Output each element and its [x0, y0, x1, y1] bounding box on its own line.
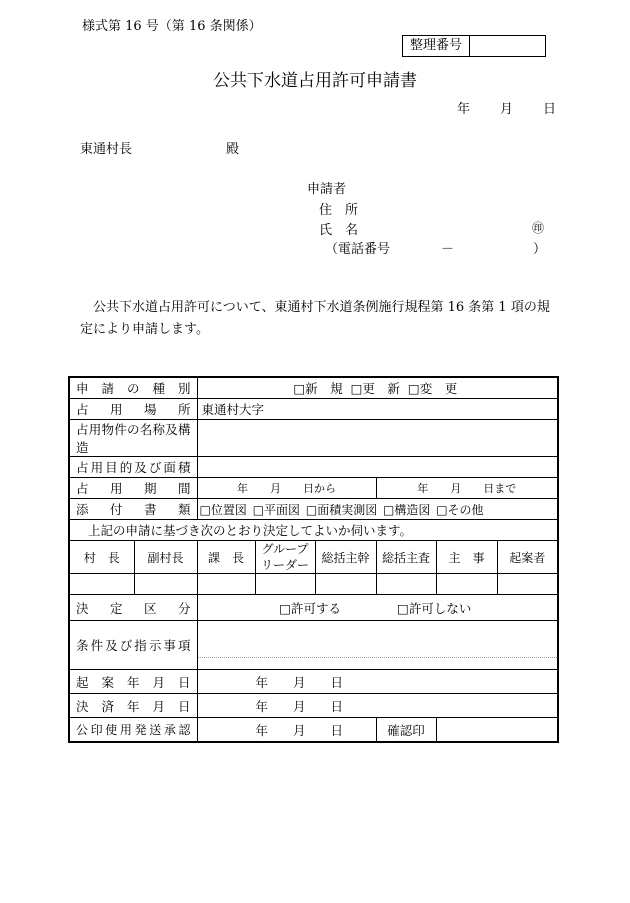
form-number: 様式第 16 号（第 16 条関係） — [82, 19, 262, 34]
conditions-label: 条件及び指示事項 — [69, 621, 197, 670]
reference-number-field[interactable] — [470, 36, 545, 56]
date-year-label: 年 — [457, 102, 471, 117]
phone-close-paren: ） — [533, 242, 547, 257]
row-decision-note — [69, 520, 558, 541]
application-form-table — [68, 376, 559, 743]
conditions-field[interactable] — [197, 621, 558, 670]
kessai-label: 決済年月日 — [69, 694, 197, 718]
kind-option-new[interactable]: □新 規 — [293, 381, 343, 396]
date-day-label: 日 — [543, 102, 557, 117]
row-approver-seals — [69, 574, 558, 595]
ketei-option-permit[interactable]: □許可する — [279, 600, 342, 616]
place-label: 占用場所 — [69, 399, 197, 420]
kind-option-change[interactable]: □変 更 — [407, 381, 458, 396]
approver-general-manager: 総括主幹 — [315, 541, 376, 574]
ketei-label: 決定区分 — [69, 595, 197, 621]
attach-option-location-map[interactable]: □位置図 — [199, 502, 247, 517]
kian-date[interactable]: 年 月 日 — [197, 670, 558, 694]
addressee-honorific: 殿 — [226, 142, 240, 157]
attach-option-structure[interactable]: □構造図 — [383, 502, 431, 517]
seal-cell[interactable] — [255, 574, 315, 595]
seal-cell[interactable] — [134, 574, 197, 595]
approver-staff: 主 事 — [436, 541, 497, 574]
row-place — [69, 399, 558, 420]
seal-cell[interactable] — [197, 574, 255, 595]
kessai-date[interactable]: 年 月 日 — [197, 694, 558, 718]
object-field[interactable] — [197, 420, 558, 457]
period-label: 占用期間 — [69, 478, 197, 499]
ketei-options — [197, 595, 558, 621]
applicant-label: 申請者 — [307, 182, 347, 197]
seal-mark: ㊞ — [532, 221, 545, 235]
period-from[interactable]: 年 月 日から — [197, 478, 376, 499]
kind-option-renew[interactable]: □更 新 — [350, 381, 400, 396]
application-date — [457, 98, 556, 117]
applicant-name-label: 氏 名 — [319, 223, 359, 238]
reference-number-label: 整理番号 — [403, 36, 470, 56]
koin-label: 公印使用発送承認 — [69, 718, 197, 743]
decision-note: 上記の申請に基づき次のとおり決定してよいか伺います。 — [69, 520, 558, 541]
seal-cell[interactable] — [436, 574, 497, 595]
seal-cell[interactable] — [497, 574, 558, 595]
row-attachments — [69, 499, 558, 520]
confirm-seal-label: 確認印 — [376, 718, 436, 743]
date-month-label: 月 — [500, 102, 514, 117]
attach-option-area-survey[interactable]: □面積実測図 — [305, 502, 378, 517]
seal-cell[interactable] — [315, 574, 376, 595]
approver-section-chief: 課 長 — [197, 541, 255, 574]
phone-dash: － — [441, 242, 455, 257]
purpose-label: 占用目的及び面積 — [69, 457, 197, 478]
koin-date[interactable]: 年 月 日 — [197, 718, 376, 743]
group-leader-line2: リーダー — [261, 558, 310, 572]
approver-group-leader — [255, 541, 315, 574]
applicant-address-label: 住 所 — [319, 203, 359, 218]
page-title: 公共下水道占用許可申請書 — [213, 71, 417, 91]
kind-label: 申請の種別 — [69, 377, 197, 399]
approver-general-inspector: 総括主査 — [376, 541, 436, 574]
row-approvers — [69, 541, 558, 574]
approver-deputy-head: 副村長 — [134, 541, 197, 574]
purpose-field[interactable] — [197, 457, 558, 478]
approver-village-head: 村 長 — [69, 541, 134, 574]
kind-options — [197, 377, 558, 399]
reference-number-box — [402, 35, 546, 57]
row-kessai — [69, 694, 558, 718]
row-period — [69, 478, 558, 499]
row-purpose — [69, 457, 558, 478]
ketei-option-deny[interactable]: □許可しない — [397, 600, 472, 616]
row-ketei — [69, 595, 558, 621]
seal-cell[interactable] — [69, 574, 134, 595]
row-conditions — [69, 621, 558, 670]
attach-option-plan[interactable]: □平面図 — [252, 502, 301, 517]
group-leader-line1: グループ — [261, 542, 309, 556]
place-field[interactable]: 東通村大字 — [197, 399, 558, 420]
kian-label: 起案年月日 — [69, 670, 197, 694]
attach-options — [197, 499, 558, 520]
addressee-mayor: 東通村長 — [80, 142, 133, 157]
approver-drafter: 起案者 — [497, 541, 558, 574]
attach-option-other[interactable]: □その他 — [436, 502, 484, 517]
attach-label: 添付書類 — [69, 499, 197, 520]
seal-cell[interactable] — [376, 574, 436, 595]
period-to[interactable]: 年 月 日まで — [376, 478, 558, 499]
row-object — [69, 420, 558, 457]
row-kian — [69, 670, 558, 694]
row-koin — [69, 718, 558, 743]
object-label: 占用物件の名称及構造 — [69, 420, 197, 457]
application-statement: 公共下水道占用許可について、東通村下水道条例施行規程第 16 条第 1 項の規定により申請します。 — [80, 300, 550, 337]
applicant-phone-label: （電話番号 — [325, 242, 391, 257]
confirm-seal-field[interactable] — [436, 718, 558, 743]
row-kind — [69, 377, 558, 399]
